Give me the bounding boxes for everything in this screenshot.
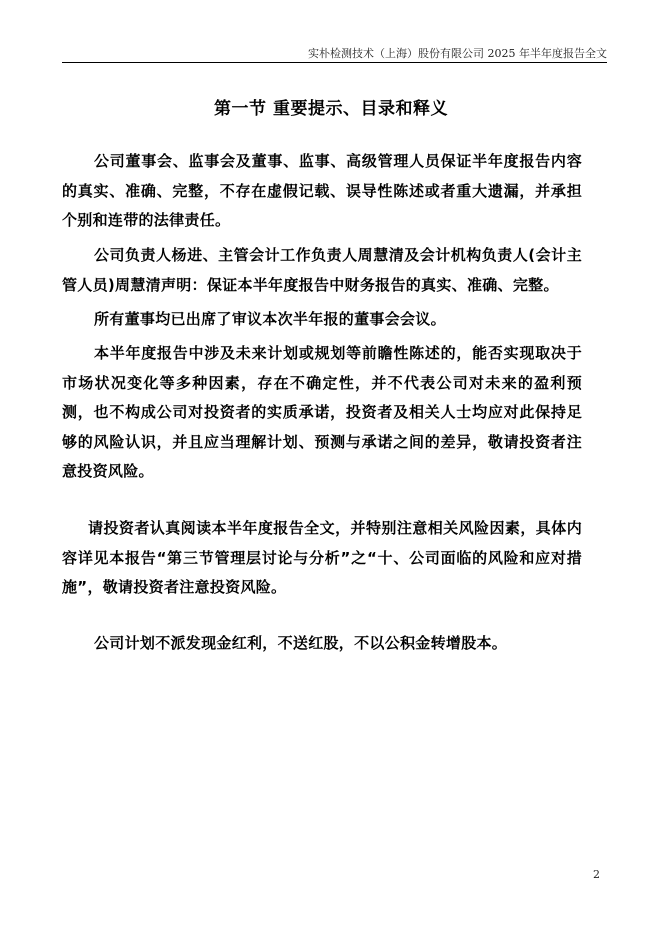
paragraph-board-guarantee: 公司董事会、监事会及董事、监事、高级管理人员保证半年度报告内容的真实、准确、完整，不存在虚假记载、误导性陈述或者重大遗漏，并承担个别和连带的法律责任。 [62, 152, 582, 229]
paragraph-dividend-plan: 公司计划不派发现金红利，不送红股，不以公积金转增股本。 [94, 634, 508, 652]
section-title: 第一节 重要提示、目录和释义 [214, 99, 448, 119]
paragraph-forward-looking-statement: 本半年度报告中涉及未来计划或规划等前瞻性陈述的，能否实现取决于市场状况变化等多种因素，存在不确定性，并不代表公司对未来的盈利预测，也不构成公司对投资者的实质承诺，投资者及相关人士均应对此保持足够的风险认识，并且应当理解计划、预测与承诺之间的差异，敬请投资者注意投资风险。 [62, 344, 582, 480]
running-header: 实朴检测技术（上海）股份有限公司 2025 年半年度报告全文 [308, 47, 607, 60]
page-number: 2 [593, 868, 600, 881]
header-divider [62, 62, 607, 63]
paragraph-directors-attendance: 所有董事均已出席了审议本次半年报的董事会会议。 [94, 310, 446, 328]
paragraph-responsible-persons-statement: 公司负责人杨进、主管会计工作负责人周慧清及会计机构负责人(会计主管人员)周慧清声明：保证本半年度报告中财务报告的真实、准确、完整。 [62, 246, 582, 294]
paragraph-risk-factors-notice: 请投资者认真阅读本半年度报告全文，并特别注意相关风险因素，具体内容详见本报告“第三节管理层讨论与分析”之“十、公司面临的风险和应对措施”，敬请投资者注意投资风险。 [62, 519, 582, 596]
